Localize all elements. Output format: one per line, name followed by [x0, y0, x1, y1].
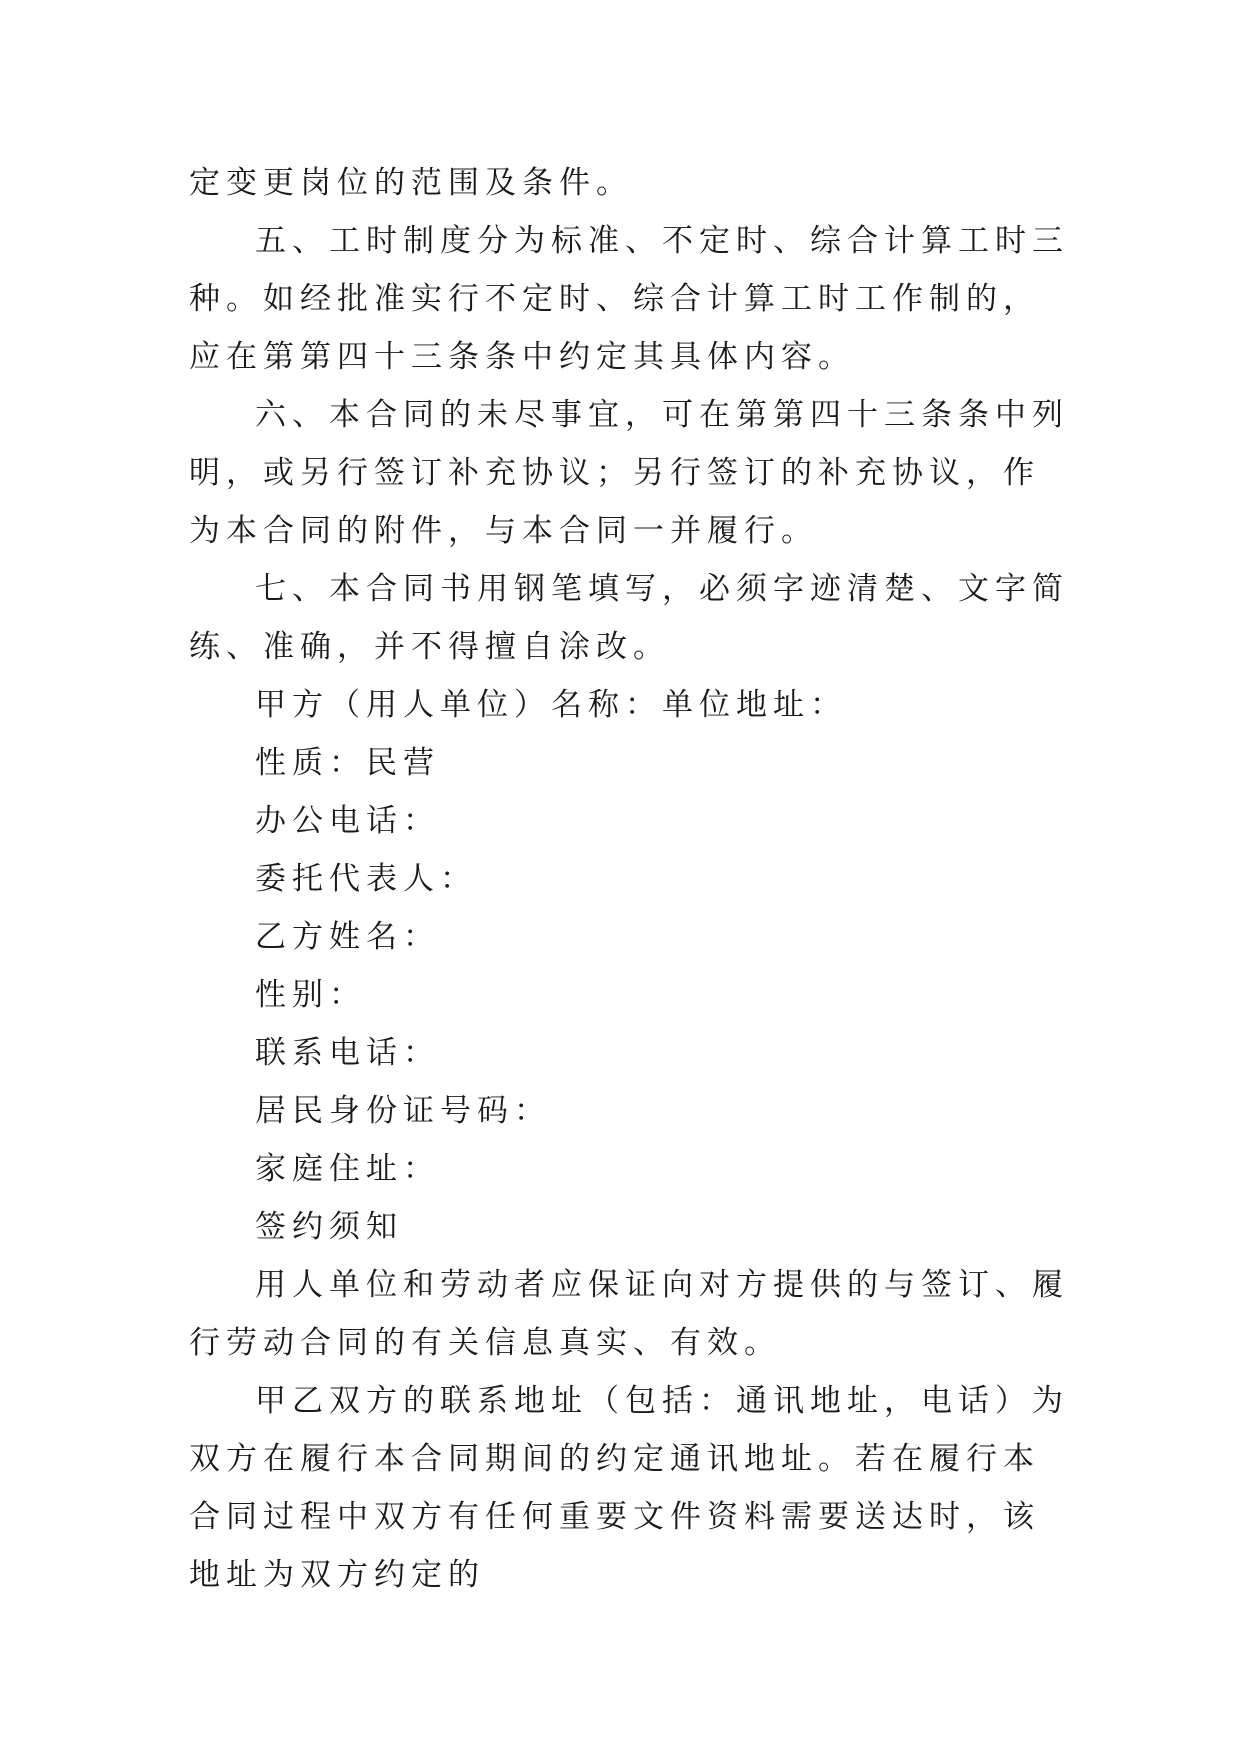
paragraph-clause-five: 五、工时制度分为标准、不定时、综合计算工时三种。如经批准实行不定时、综合计算工时工作制的，应在第第四十三条条中约定其具体内容。 — [189, 223, 1069, 375]
field-party-b-name: 乙方姓名： — [255, 919, 440, 955]
field-nature: 性质：民营 — [255, 745, 440, 781]
field-gender: 性别： — [255, 977, 366, 1013]
field-party-a-name: 甲方（用人单位）名称：单位地址： — [255, 687, 847, 723]
paragraph-continuation: 定变更岗位的范围及条件。 — [189, 165, 633, 201]
paragraph-contact-address: 甲乙双方的联系地址（包括：通讯地址，电话）为双方在履行本合同期间的约定通讯地址。若在履行本合同过程中双方有任何重要文件资料需要送达时，该地址为双方约定的 — [189, 1383, 1069, 1593]
field-home-address: 家庭住址： — [255, 1151, 440, 1187]
document-body — [189, 154, 1069, 1604]
section-heading-signing-notice: 签约须知 — [255, 1209, 403, 1245]
field-office-phone: 办公电话： — [255, 803, 440, 839]
field-contact-phone: 联系电话： — [255, 1035, 440, 1071]
paragraph-clause-seven: 七、本合同书用钢笔填写，必须字迹清楚、文字简练、准确，并不得擅自涂改。 — [189, 571, 1069, 665]
paragraph-clause-six: 六、本合同的未尽事宜，可在第第四十三条条中列明，或另行签订补充协议；另行签订的补充协议，作为本合同的附件，与本合同一并履行。 — [189, 397, 1069, 549]
field-representative: 委托代表人： — [255, 861, 477, 897]
field-id-number: 居民身份证号码： — [255, 1093, 551, 1129]
paragraph-info-truthful: 用人单位和劳动者应保证向对方提供的与签订、履行劳动合同的有关信息真实、有效。 — [189, 1267, 1069, 1361]
